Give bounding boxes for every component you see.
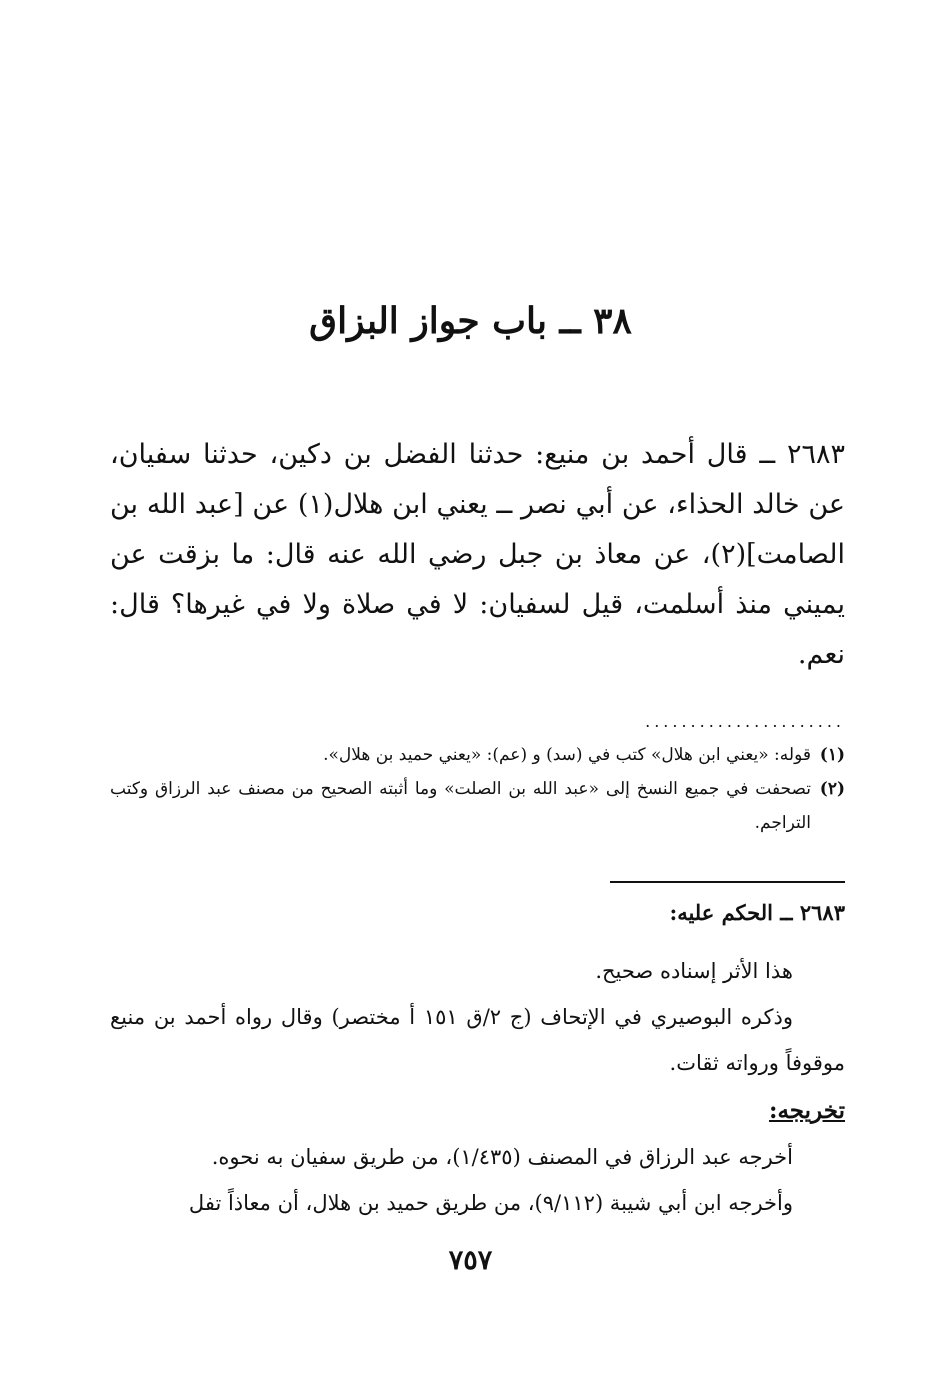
footnote-item (110, 738, 845, 772)
takhrij-line: أخرجه عبد الرزاق في المصنف (١/٤٣٥)، من طريق سفيان به نحوه. (211, 1145, 793, 1169)
section-divider (610, 881, 845, 883)
footnote-item (110, 772, 845, 840)
footnote-number: (٢) (819, 779, 845, 799)
chapter-title: ٣٨ ــ باب جواز البزاق (309, 300, 632, 342)
ruling-line: هذا الأثر إسناده صحيح. (595, 959, 793, 983)
takhrij-heading: تخريجه: (768, 1097, 845, 1124)
ruling-heading: ٢٦٨٣ ــ الحكم عليه: (669, 900, 845, 925)
footnote-separator: ...................... (645, 712, 845, 731)
takhrij-line: وأخرجه ابن أبي شيبة (٩/١١٢)، من طريق حميد بن هلال، أن معاذاً تفل (188, 1191, 793, 1215)
footnote-number: (١) (819, 745, 845, 765)
commentary (110, 948, 845, 1226)
ruling-line: وذكره البوصيري في الإتحاف (ج ٢/ق ١٥١ أ مختصر) وقال رواه أحمد بن منيع موقوفاً ورواته ثقات. (110, 1005, 845, 1075)
footnote-text: قوله: «يعني ابن هلال» كتب في (سد) و (عم): «يعني حميد بن هلال». (323, 745, 811, 765)
footnote-text: تصحفت في جميع النسخ إلى «عبد الله بن الصلت» وما أثبته الصحيح من مصنف عبد الرزاق وكتب التراجم. (110, 779, 811, 833)
page-number: ٧٥٧ (448, 1245, 493, 1276)
hadith-text: ٢٦٨٣ ــ قال أحمد بن منيع: حدثنا الفضل بن دكين، حدثنا سفيان، عن خالد الحذاء، عن أبي نصر ــ يعني ابن هلال(١) عن [عبد الله بن الصامت](٢)، عن معاذ بن جبل رضي الله عنه قال: ما بزقت عن يميني منذ أسلمت، قيل لسفيان: لا في صلاة ولا في غيرها؟ قال: نعم. (110, 439, 845, 670)
footnotes (110, 738, 845, 840)
